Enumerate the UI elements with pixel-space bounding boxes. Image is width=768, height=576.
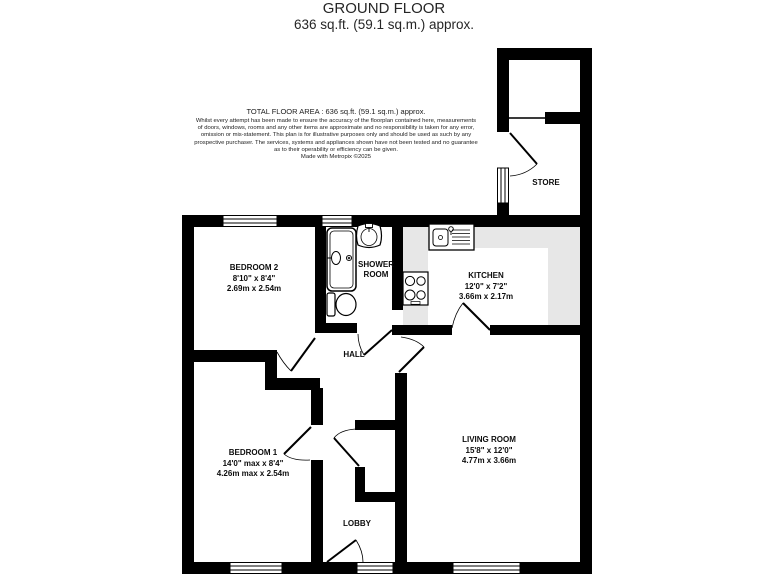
- kitchen-door: [452, 303, 490, 330]
- hall-label: [343, 350, 364, 361]
- page-subtitle: 636 sq.ft. (59.1 sq.m.) approx.: [293, 17, 475, 32]
- kitchen-label: [459, 271, 513, 303]
- room-dims-m: 2.69m x 2.54m: [226, 284, 282, 293]
- shower-room-window: [322, 216, 352, 227]
- page-title: GROUND FLOOR: [322, 0, 446, 17]
- store-label: [532, 178, 559, 189]
- disclaimer-line: of doors, windows, rooms and any other items are approximate and no responsibility is taken for any error,: [197, 125, 475, 132]
- room-name: LOBBY: [343, 519, 371, 528]
- room-dims-ft: 14'0" max x 8'4": [222, 458, 284, 468]
- store-window: [498, 168, 509, 203]
- disclaimer-credit: Made with Metropix ©2025: [300, 154, 372, 161]
- room-dims-m: 4.77m x 3.66m: [461, 456, 517, 465]
- room-name: KITCHEN: [468, 271, 504, 280]
- hob: [403, 272, 428, 305]
- lobby-label: [343, 519, 371, 530]
- room-name: BEDROOM 2: [229, 263, 279, 272]
- room-name: ROOM: [363, 269, 389, 279]
- bedroom2-door: [277, 338, 315, 371]
- room-dims-ft: 8'10" x 8'4": [232, 273, 276, 283]
- disclaimer-line: Whilst every attempt has been made to ensure the accuracy of the floorplan contained here, measurements: [195, 118, 477, 124]
- store-door: [510, 133, 537, 176]
- room-dims-ft: 15'8" x 12'0": [465, 445, 513, 455]
- shower-cubicle: [327, 228, 356, 291]
- disclaimer-block: [194, 107, 478, 161]
- total-floor-area: TOTAL FLOOR AREA : 636 sq.ft. (59.1 sq.m.) approx.: [246, 107, 426, 116]
- disclaimer-line: omission or mis-statement. This plan is for illustrative purposes only and should be used as such by any: [200, 132, 472, 139]
- kitchen-sink: [429, 224, 474, 250]
- room-name: HALL: [343, 350, 365, 359]
- entry-threshold: [357, 563, 393, 574]
- disclaimer-line: as to their operability or efficiency can be given.: [274, 146, 398, 153]
- room-dims-ft: 12'0" x 7'2": [464, 281, 508, 291]
- plan-header: [0, 1, 768, 32]
- living-room-label: [462, 435, 516, 467]
- room-name: BEDROOM 1: [228, 448, 278, 457]
- bedroom2-window: [223, 216, 277, 227]
- toilet: [327, 293, 356, 316]
- entry-door: [327, 540, 363, 562]
- room-dims-m: 3.66m x 2.17m: [458, 292, 514, 301]
- bedroom1-label: [217, 448, 290, 480]
- lobby-door: [334, 429, 359, 466]
- bedroom2-label: [227, 263, 281, 295]
- room-name: STORE: [532, 178, 560, 187]
- living-room-window: [453, 563, 520, 574]
- living-room-door: [399, 337, 424, 372]
- bedroom1-window: [230, 563, 282, 574]
- washbasin: [357, 224, 382, 248]
- room-dims-m: 4.26m max x 2.54m: [216, 469, 290, 478]
- shower-room-label: [358, 260, 394, 279]
- room-name: SHOWER: [358, 260, 394, 269]
- disclaimer-line: prospective purchaser. The services, systems and appliances shown have not been tested and no guarantee: [194, 139, 478, 146]
- room-name: LIVING ROOM: [462, 435, 516, 444]
